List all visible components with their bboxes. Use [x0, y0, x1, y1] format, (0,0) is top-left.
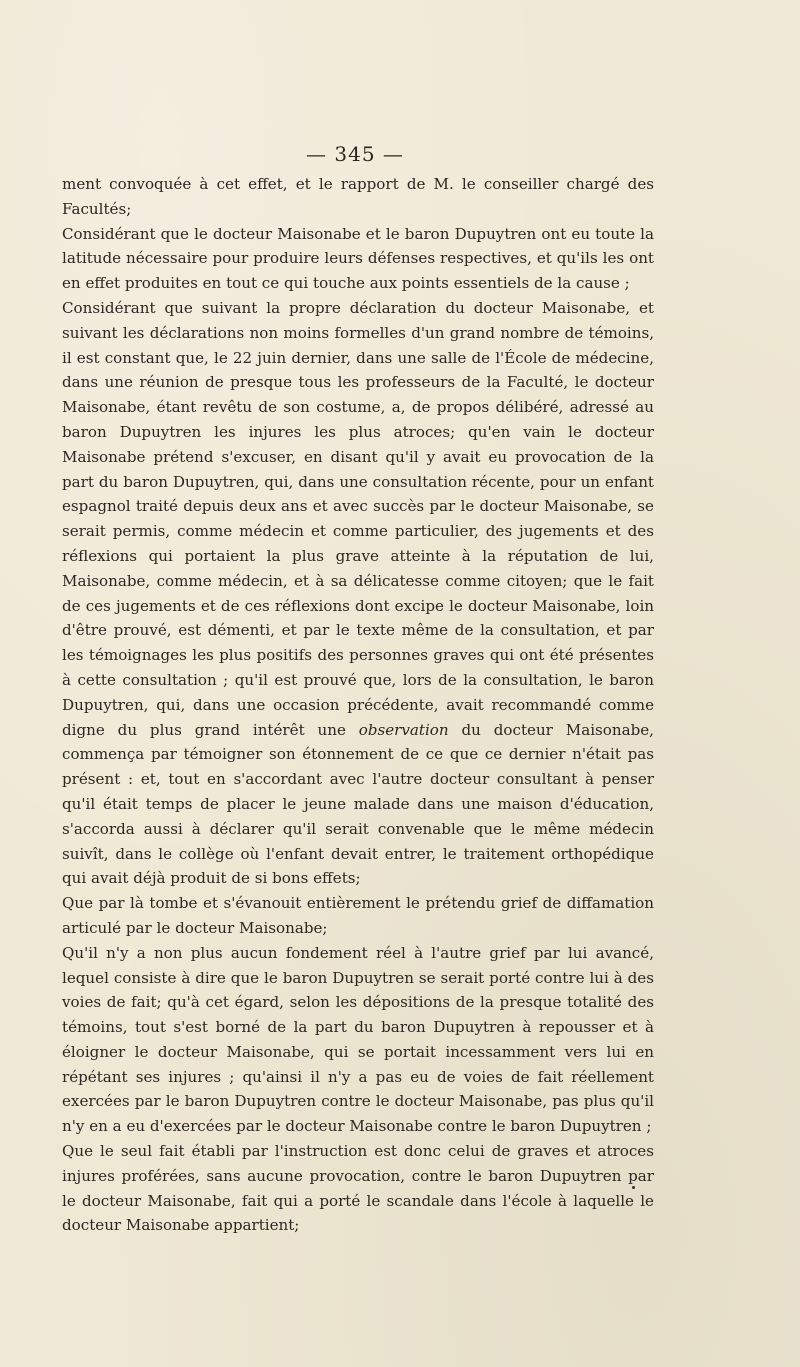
paragraph-3 — [62, 296, 654, 891]
body-text — [62, 172, 654, 1238]
paragraph-6: Que le seul fait établi par l'instruction est donc celui de graves et atroces injures proférées, sans aucune provocation, contre le baron Dupuytren par le docteur Maisonabe, fait qui a porté le scandale dans l'école à laquelle le docteur Maisonabe appartient; — [62, 1142, 654, 1235]
paragraph-4: Que par là tombe et s'évanouit entièrement le prétendu grief de diffamation articulé par le docteur Maisonabe; — [62, 894, 654, 937]
italic-observation: observation — [358, 720, 449, 739]
paragraph-3-text: Considérant que suivant la propre déclaration du docteur Maisonabe, et suivant les déclarations non moins formelles d'un grand nombre de témoins, il est constant que, le 22 juin dernier, dans une salle de l'École de médecine, dans une réunion de presque tous les professeurs de la Faculté, le docteur Maisonabe, étant revêtu de son costume, a, de propos délibéré, adressé au baron Dupuytren les injures les plus atroces; qu'en vain le docteur Maisonabe prétend s'excuser, en disant qu'il y avait eu provocation de la part du baron Dupuytren, qui, dans une consultation récente, pour un enfant espagnol traité depuis deux ans et avec succès par le docteur Maisonabe, se serait permis, comme médecin et comme particulier, des jugements et des réflexions qui portaient la plus grave atteinte à la réputation de lui, Maisonabe, comme médecin, et à sa délicatesse comme citoyen; que le fait de ces jugements et de ces réflexions dont excipe le docteur Maisonabe, loin d'être prouvé, est démenti, et par le texte même de la consultation, et par les témoignages les plus positifs des personnes graves qui ont été présentes à cette consultation ; qu'il est prouvé que, lors de la consultation, le baron Dupuytren, qui, dans une occasion précédente, avait recommandé comme digne du plus grand intérêt une — [62, 298, 654, 739]
ink-speck — [632, 1186, 635, 1189]
paragraph-1: ment convoquée à cet effet, et le rapport de M. le conseiller chargé des Facultés; — [62, 175, 654, 218]
page-number: — 345 — — [306, 142, 404, 166]
paragraph-5: Qu'il n'y a non plus aucun fondement réel à l'autre grief par lui avancé, lequel consiste à dire que le baron Dupuytren se serait porté contre lui à des voies de fait; qu'à cet égard, selon les dépositions de la presque totalité des témoins, tout s'est borné de la part du baron Dupuytren à repousser et à éloigner le docteur Maisonabe, qui se portait incessamment vers lui en répétant ses injures ; qu'ainsi il n'y a pas eu de voies de fait réellement exercées par le baron Dupuytren contre le docteur Maisonabe, pas plus qu'il n'y en a eu d'exercées par le docteur Maisonabe contre le baron Dupuytren ; — [62, 943, 654, 1136]
paragraph-2: Considérant que le docteur Maisonabe et le baron Dupuytren ont eu toute la latitude nécessaire pour produire leurs défenses respectives, et qu'ils les ont en effet produites en tout ce qui touche aux points essentiels de la cause ; — [62, 224, 654, 293]
paragraph-3-continuation: du docteur Maisonabe, commença par témoigner son étonnement de ce que ce dernier n'était pas présent : et, tout en s'accordant avec l'autre docteur consultant à penser qu'il était temps de placer le jeune malade dans une maison d'éducation, s'accorda aussi à déclarer qu'il serait convenable que le même médecin suivît, dans le collège où l'enfant devait entrer, le traitement orthopédique qui avait déjà produit de si bons effets; — [62, 720, 654, 888]
